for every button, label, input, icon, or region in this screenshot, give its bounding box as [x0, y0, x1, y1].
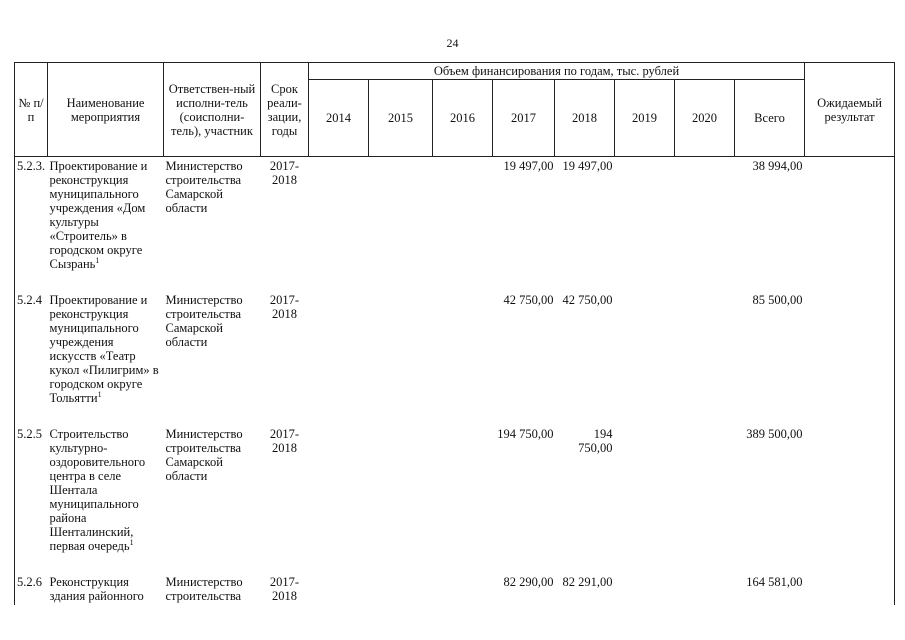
- row-executor: Министерство строительства Самарской области: [165, 159, 243, 215]
- table-row: [15, 157, 895, 274]
- row-name-text: Проектирование и реконструкция муниципального учреждения «Дом культуры «Строитель» в городском округе Сызрань: [49, 159, 148, 271]
- value-2016: [433, 291, 493, 407]
- value-2020: [675, 291, 735, 407]
- row-executor: Министерство строительства Самарской области: [165, 293, 243, 349]
- value-2019: [615, 573, 675, 605]
- value-2019: [615, 425, 675, 555]
- row-name-text: Реконструкция здания районного: [49, 575, 144, 603]
- value-total: 164 581,00: [746, 575, 803, 589]
- row-name: [48, 291, 164, 407]
- header-executor: Ответствен-ный исполни-тель (соисполни-тель), участник: [164, 63, 261, 157]
- value-2018: 82 291,00: [562, 575, 613, 589]
- row-period: 2017-2018: [269, 575, 300, 603]
- value-2020: [675, 425, 735, 555]
- value-2015: [369, 425, 433, 555]
- row-executor: Министерство строительства Самарской области: [165, 427, 243, 483]
- row-name: [48, 157, 164, 274]
- footnote-mark: 1: [129, 537, 134, 547]
- value-2017: 19 497,00: [503, 159, 554, 173]
- row-spacer: [15, 273, 895, 291]
- row-result: [805, 157, 895, 274]
- value-2016: [433, 573, 493, 605]
- value-2014: [309, 157, 369, 274]
- row-name: [48, 573, 164, 605]
- value-2019: [615, 157, 675, 274]
- header-year-2018: 2018: [555, 80, 615, 157]
- row-period: 2017-2018: [269, 159, 300, 187]
- row-period: 2017-2018: [269, 293, 300, 321]
- row-result: [805, 425, 895, 555]
- value-total: 85 500,00: [752, 293, 803, 307]
- header-funding: Объем финансирования по годам, тыс. рублей: [309, 63, 805, 80]
- value-2017: 42 750,00: [503, 293, 554, 307]
- header-period: Срок реали-зации, годы: [261, 63, 309, 157]
- value-2015: [369, 573, 433, 605]
- table-row: [15, 425, 895, 555]
- row-number: 5.2.4: [15, 291, 48, 407]
- page-number: 24: [446, 36, 459, 50]
- value-total: 38 994,00: [752, 159, 803, 173]
- table-row: [15, 291, 895, 407]
- row-number: 5.2.5: [15, 425, 48, 555]
- value-2018: 194 750,00: [578, 427, 613, 455]
- row-spacer: [15, 555, 895, 573]
- value-2015: [369, 291, 433, 407]
- value-2019: [615, 291, 675, 407]
- value-2017: 194 750,00: [497, 427, 554, 441]
- row-name-text: Строительство культурно-оздоровительного центра в селе Шентала муниципального района Шенталинский, первая очередь: [49, 427, 146, 553]
- funding-table: [14, 62, 895, 605]
- row-spacer: [15, 407, 895, 425]
- row-number: 5.2.3.: [15, 157, 48, 274]
- value-2020: [675, 573, 735, 605]
- value-2015: [369, 157, 433, 274]
- row-name: [48, 425, 164, 555]
- header-year-2014: 2014: [309, 80, 369, 157]
- header-total: Всего: [735, 80, 805, 157]
- header-year-2017: 2017: [493, 80, 555, 157]
- table-row: [15, 573, 895, 605]
- row-period: 2017-2018: [269, 427, 300, 455]
- value-2018: 42 750,00: [562, 293, 613, 307]
- value-2020: [675, 157, 735, 274]
- value-2014: [309, 573, 369, 605]
- header-no: № п/п: [15, 63, 48, 157]
- header-name: Наименование мероприятия: [48, 63, 164, 157]
- value-2014: [309, 291, 369, 407]
- value-2014: [309, 425, 369, 555]
- value-2016: [433, 157, 493, 274]
- header-row-1: [15, 63, 895, 80]
- row-result: [805, 291, 895, 407]
- header-year-2015: 2015: [369, 80, 433, 157]
- header-result: Ожидаемый результат: [805, 63, 895, 157]
- row-executor: Министерство строительства: [165, 575, 243, 603]
- value-total: 389 500,00: [746, 427, 803, 441]
- header-year-2019: 2019: [615, 80, 675, 157]
- value-2018: 19 497,00: [562, 159, 613, 173]
- row-name-text: Проектирование и реконструкция муниципального учреждения искусств «Театр кукол «Пилигрим» в городском округе Тольятти: [49, 293, 159, 405]
- footnote-mark: 1: [95, 255, 100, 265]
- footnote-mark: 1: [97, 389, 102, 399]
- row-result: [805, 573, 895, 605]
- row-number: 5.2.6: [15, 573, 48, 605]
- header-year-2016: 2016: [433, 80, 493, 157]
- header-year-2020: 2020: [675, 80, 735, 157]
- value-2017: 82 290,00: [503, 575, 554, 589]
- value-2016: [433, 425, 493, 555]
